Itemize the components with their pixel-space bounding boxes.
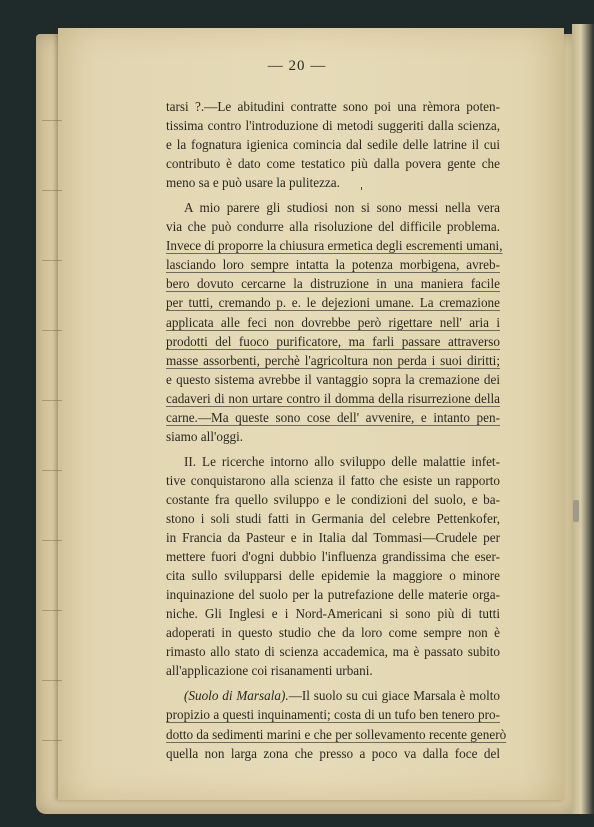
text-run: —Il suolo su cui giace Marsala è molto (288, 688, 500, 704)
text-line: contributo è dato come testatico più dalla povera gente che (166, 156, 500, 172)
page-edge-line (42, 470, 62, 471)
text-line: carne.—Ma queste sono cose dell' avvenire, e intanto pen- (166, 409, 500, 425)
text-line: applicata alle feci non dovrebbe però rigettare nell' aria i (166, 314, 500, 330)
body-text (166, 97, 507, 763)
text-line: cita sullo svilupparsi delle epidemie la maggiore o minore (166, 568, 500, 584)
page-edge-line (42, 190, 62, 191)
text-line: inquinazione del suolo per la putrefazione delle materie orga- (166, 587, 500, 603)
text-line: tarsi ?.—Le abitudini contratte sono poi una rèmora poten- (166, 99, 500, 114)
text-line: meno sa e può usare la pulitezza. (166, 175, 340, 191)
page-edge-line (42, 680, 62, 681)
text-line: lasciando loro sempre intatta la potenza morbigena, avreb- (166, 257, 500, 273)
text-line: cadaveri di non urtare contro il domma della risurrezione della (166, 390, 500, 406)
text-line: dotto da sedimenti marini e che per sollevamento recente generò (166, 726, 507, 742)
text-line: siamo all'oggi. (166, 428, 244, 444)
text-line: niche. Gli Inglesi e i Nord-Americani si sono più di tutti (166, 606, 500, 622)
text-line: all'applicazione coi risanamenti urbani. (166, 663, 373, 679)
page-number: — 20 — (267, 58, 327, 74)
page-edge-line (42, 740, 62, 741)
text-line: tissima contro l'introduzione di metodi suggeriti dalla scienza, (166, 118, 500, 134)
text-line: in Francia da Pasteur e in Italia dal Tommasi—Crudele per (166, 530, 500, 546)
text-line: propizio a questi inquinamenti; costa di un tufo ben tenero pro- (166, 707, 500, 723)
paragraph-3 (166, 452, 500, 681)
page-edge-line (42, 540, 62, 541)
text-line: via che può condurre alla risoluzione del difficile problema. (166, 219, 500, 235)
text-line: mettere fuori d'ogni dubbio l'influenza grandissima che eser- (166, 549, 500, 565)
paragraph-2 (166, 198, 503, 446)
text-line: tive conquistarono alla scienza il fatto che esiste un rapporto (166, 472, 500, 488)
facing-page-edge (572, 24, 594, 814)
text-line: prodotti del fuoco purificatore, ma farli passare attraverso (166, 333, 500, 349)
binding-clip (573, 500, 579, 522)
page-edge-line (42, 610, 62, 611)
paragraph-1 (166, 97, 500, 192)
pencil-mark: ' (360, 185, 364, 198)
text-line: per tutti, cremando p. e. le dejezioni umane. La cremazione (166, 295, 500, 311)
text-line: A mio parere gli studiosi non si sono messi nella vera (184, 200, 500, 216)
text-line: Invece di proporre la chiusura ermetica degli escrementi umani, (166, 238, 503, 254)
text-line: quella non larga zona che presso a poco va dalla foce del (166, 745, 500, 761)
paragraph-4 (166, 686, 507, 762)
page-edge-line (42, 400, 62, 401)
text-line: e la fognatura igienica comincia dal sedile delle latrine il cui (166, 137, 500, 153)
text-line: costante fra quello sviluppo e le condizioni del suolo, e ba- (166, 491, 500, 507)
text-line: II. Le ricerche intorno allo sviluppo delle malattie infet- (184, 453, 500, 469)
text-line: adoperati in questo studio che da loro come sempre non è (166, 625, 500, 641)
text-line: bero dovuto cercarne la distruzione in una maniera facile (166, 276, 500, 292)
text-line: e questo sistema avrebbe il vantaggio sopra la cremazione dei (166, 371, 500, 387)
text-line (166, 686, 500, 705)
page-edge-line (42, 330, 62, 331)
page-edge-line (42, 120, 62, 121)
page-edge-line (42, 260, 62, 261)
text-line: stono i soli studi fatti in Germania del celebre Pettenkofer, (166, 510, 500, 526)
section-heading: (Suolo di Marsala). (184, 688, 289, 704)
text-line: rimasto allo stato di scienza accademica, ma è passato subito (166, 644, 500, 660)
text-line: masse assorbenti, perchè l'agricoltura non perda i suoi diritti; (166, 352, 500, 368)
